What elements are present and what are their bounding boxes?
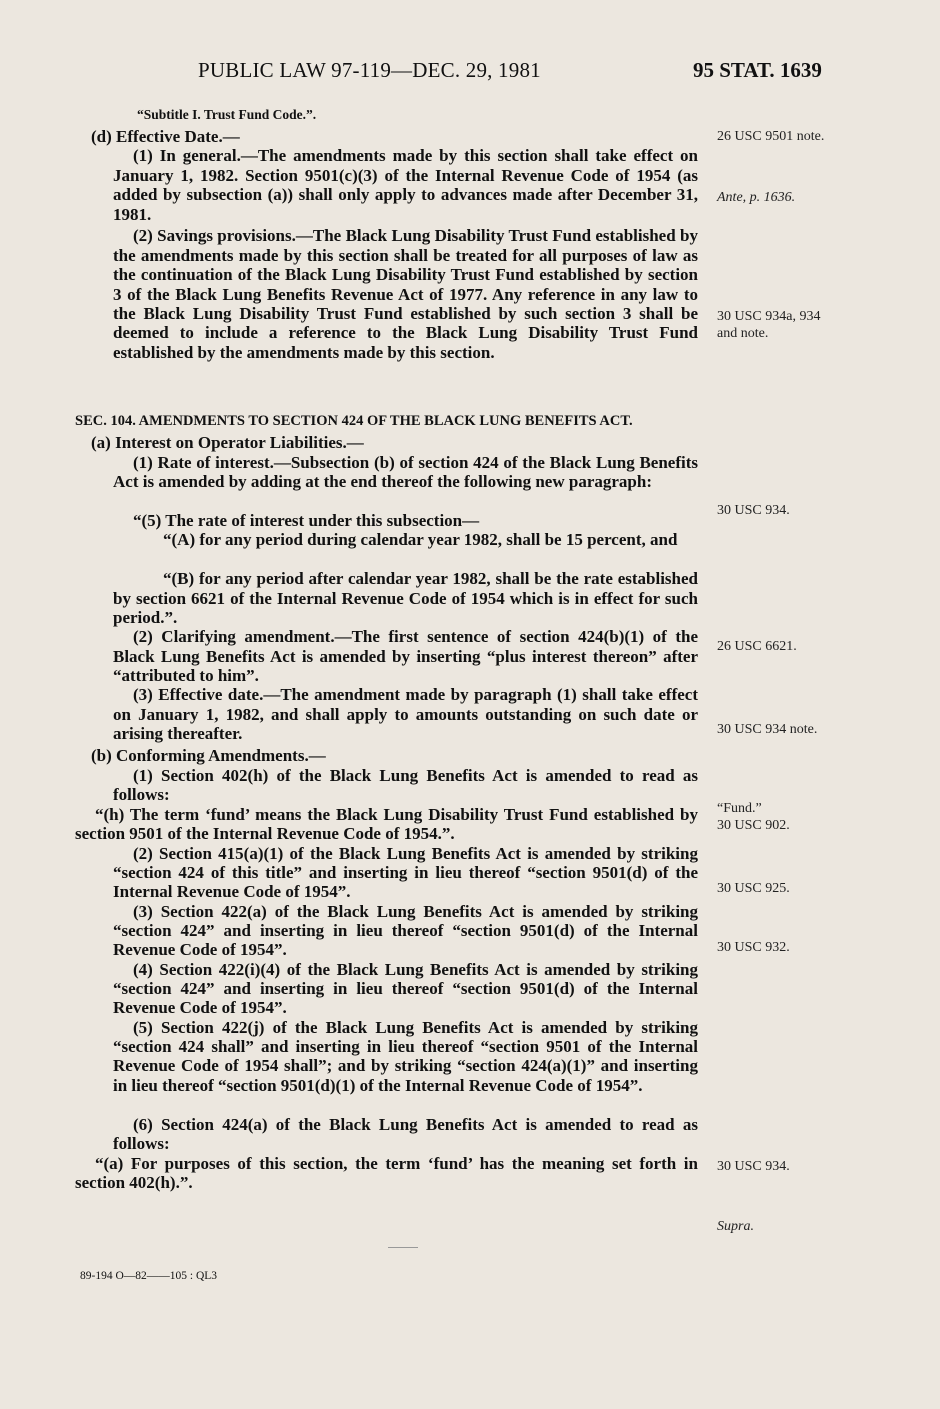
para-a1-quote-5: “(5) The rate of interest under this subsection— (133, 510, 480, 530)
para-d1: (1) In general.—The amendments made by this section shall take effect on January 1, 1982. Section 9501(c)(3) of the Internal Revenue Code of 1954 (as added by subsection (a)) shall only apply to advances made after December 31, 1981. (113, 146, 698, 224)
para-a2: (2) Clarifying amendment.—The first sentence of section 424(b)(1) of the Black Lung Benefits Act is amended by inserting “plus interest thereon” after “attributed to him”. (113, 627, 698, 686)
margin-note-30usc934a: 30 USC 934a, 934 and note. (717, 309, 821, 341)
para-b5: (5) Section 422(j) of the Black Lung Benefits Act is amended by striking “section 424 shall” and inserting in lieu thereof “section 9501 of the Internal Revenue Code of 1954 shall”; and by striking “section 424(a)(1)” and inserting in lieu thereof “section 9501(d)(1) of the Internal Revenue Code of 1954”. (113, 1017, 698, 1095)
para-a3: (3) Effective date.—The amendment made by paragraph (1) shall take effect on January 1, 1982, and shall apply to amounts outstanding on such date or arising thereafter. (113, 685, 698, 744)
subtitle-quote: “Subtitle I. Trust Fund Code.”. (137, 107, 317, 122)
para-a1-quote-B: “(B) for any period after calendar year 1982, shall be the rate established by section 6621 of the Internal Revenue Code of 1954 which is in effect for such period.”. (113, 569, 698, 628)
margin-note-30usc902: 30 USC 902. (717, 818, 790, 833)
margin-note-30usc934note: 30 USC 934 note. (717, 722, 818, 737)
margin-note-supra: Supra. (717, 1219, 754, 1234)
para-b1: (1) Section 402(h) of the Black Lung Benefits Act is amended to read as follows: (113, 765, 698, 805)
heading-interest: (a) Interest on Operator Liabilities.— (91, 433, 364, 453)
margin-note-30usc932: 30 USC 932. (717, 940, 790, 955)
para-b3: (3) Section 422(a) of the Black Lung Benefits Act is amended by striking “section 424” and inserting in lieu thereof “section 9501(d) of the Internal Revenue Code of 1954”. (113, 901, 698, 960)
statute-page-number: 95 STAT. 1639 (693, 58, 822, 82)
margin-note-30usc934-a: 30 USC 934. (717, 503, 790, 518)
margin-note-30usc925: 30 USC 925. (717, 881, 790, 896)
print-code-footer: 89-194 O—82——105 : QL3 (80, 1270, 218, 1282)
para-b6: (6) Section 424(a) of the Black Lung Benefits Act is amended to read as follows: (113, 1114, 698, 1154)
public-law-title: PUBLIC LAW 97-119—DEC. 29, 1981 (198, 58, 541, 82)
margin-note-30usc934-b: 30 USC 934. (717, 1159, 790, 1174)
section-104-heading: SEC. 104. AMENDMENTS TO SECTION 424 OF THE BLACK LUNG BENEFITS ACT. (75, 413, 633, 430)
para-a1-quote-A: “(A) for any period during calendar year 1982, shall be 15 percent, and (163, 530, 678, 550)
para-b4: (4) Section 422(i)(4) of the Black Lung Benefits Act is amended by striking “section 424” and inserting in lieu thereof “section 9501(d) of the Internal Revenue Code of 1954”. (113, 959, 698, 1018)
margin-note-fund-label: “Fund.” (717, 801, 762, 816)
para-b2: (2) Section 415(a)(1) of the Black Lung Benefits Act is amended by striking “section 424 of this title” and inserting in lieu thereof “section 9501(d) of the Internal Revenue Code of 1954”. (113, 843, 698, 902)
para-d2: (2) Savings provisions.—The Black Lung Disability Trust Fund established by the amendments made by this section shall be treated for all purposes of law as the continuation of the Black Lung Disability Trust Fund established by section 3 of the Black Lung Benefits Revenue Act of 1977. Any reference in any law to the Black Lung Disability Trust Fund established by such section 3 shall be deemed to include a reference to the Black Lung Disability Trust Fund established by the amendments made by this section. (113, 226, 698, 362)
heading-conforming: (b) Conforming Amendments.— (91, 746, 326, 766)
body-text (75, 106, 698, 1193)
para-b6-quote: “(a) For purposes of this section, the term ‘fund’ has the meaning set forth in section 402(h).”. (75, 1153, 698, 1193)
para-b1-quote: “(h) The term ‘fund’ means the Black Lung Disability Trust Fund established by section 9501 of the Internal Revenue Code of 1954.”. (75, 804, 698, 844)
heading-effective-date: (d) Effective Date.— (91, 127, 240, 146)
para-a1: (1) Rate of interest.—Subsection (b) of section 424 of the Black Lung Benefits Act is amended by adding at the end thereof the following new paragraph: (113, 452, 698, 492)
footer-divider (388, 1247, 418, 1248)
margin-note-ante: Ante, p. 1636. (717, 190, 796, 205)
page-header (0, 58, 940, 88)
margin-note-26usc6621: 26 USC 6621. (717, 639, 797, 654)
margin-note-26usc9501: 26 USC 9501 note. (717, 129, 825, 144)
